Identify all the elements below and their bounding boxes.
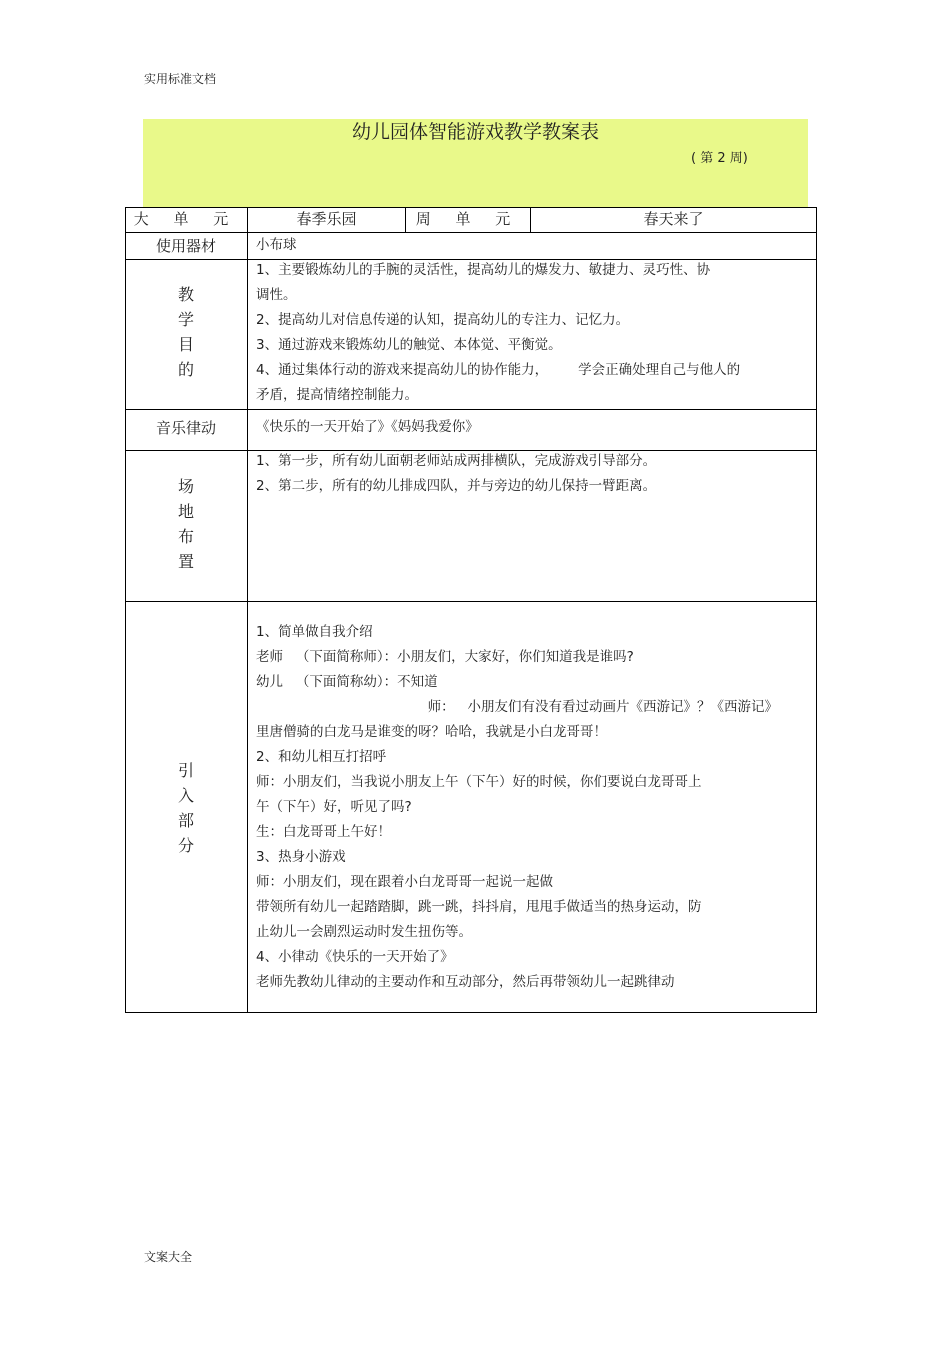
intro-line: 老师先教幼儿律动的主要动作和互动部分，然后再带领幼儿一起跳律动 bbox=[256, 974, 675, 990]
page-footer: 文案大全 bbox=[144, 1250, 193, 1264]
venue-text bbox=[256, 449, 656, 499]
goal-line: 2、提高幼儿对信息传递的认知，提高幼儿的专注力、记忆力。 bbox=[256, 312, 630, 328]
week-label: ( 第 2 周) bbox=[691, 151, 748, 166]
venue-label-char: 地 bbox=[177, 502, 194, 521]
goals-label-char: 目 bbox=[177, 335, 194, 354]
intro-label-char: 入 bbox=[177, 786, 194, 805]
intro-line: 生：白龙哥哥上午好！ bbox=[256, 824, 391, 840]
intro-line: 幼儿 （下面简称幼）：不知道 bbox=[256, 674, 438, 690]
venue-line: 1、第一步，所有幼儿面朝老师站成两排横队，完成游戏引导部分。 bbox=[256, 453, 657, 469]
big-unit-value: 春季乐园 bbox=[296, 210, 357, 228]
intro-line: 4、小律动《快乐的一天开始了》 bbox=[256, 949, 454, 965]
goals-label-char: 学 bbox=[177, 310, 194, 329]
intro-line: 2、和幼儿相互打招呼 bbox=[256, 749, 387, 765]
venue-label-char: 置 bbox=[177, 552, 194, 571]
intro-line: 师：小朋友们，当我说小朋友上午（下午）好的时候，你们要说白龙哥哥上 bbox=[256, 774, 702, 790]
title-banner bbox=[143, 119, 808, 207]
big-unit-label: 大 单 元 bbox=[133, 210, 239, 228]
document-title: 幼儿园体智能游戏教学教案表 bbox=[351, 121, 599, 143]
intro-line: 午（下午）好，听见了吗? bbox=[256, 799, 412, 815]
intro-line: 老师 （下面简称师）：小朋友们，大家好，你们知道我是谁吗? bbox=[256, 649, 634, 665]
goal-line: 4、通过集体行动的游戏来提高幼儿的协作能力， 学会正确处理自己与他人的 bbox=[256, 362, 741, 378]
intro-line: 3、热身小游戏 bbox=[256, 849, 346, 865]
music-label: 音乐律动 bbox=[155, 419, 216, 437]
intro-label-char: 分 bbox=[177, 836, 194, 855]
lesson-plan-table bbox=[125, 207, 817, 1013]
page-header: 实用标准文档 bbox=[144, 72, 217, 86]
intro-line: 带领所有幼儿一起踏踏脚，跳一跳，抖抖肩，甩甩手做适当的热身运动，防 bbox=[256, 899, 702, 915]
intro-line: 止幼儿一会剧烈运动时发生扭伤等。 bbox=[256, 924, 472, 940]
intro-line: 1、简单做自我介绍 bbox=[256, 624, 373, 640]
intro-label-char: 引 bbox=[177, 761, 194, 780]
goals-label-char: 教 bbox=[177, 285, 194, 304]
goals-label-char: 的 bbox=[177, 360, 194, 379]
goal-line: 调性。 bbox=[256, 287, 297, 303]
week-unit-label: 周 单 元 bbox=[415, 210, 521, 228]
music-value: 《快乐的一天开始了》《妈妈我爱你》 bbox=[256, 419, 479, 435]
goal-line: 1、主要锻炼幼儿的手腕的灵活性，提高幼儿的爆发力、敏捷力、灵巧性、协 bbox=[256, 262, 711, 278]
venue-label-char: 场 bbox=[177, 477, 194, 496]
venue-line: 2、第二步，所有的幼儿排成四队，并与旁边的幼儿保持一臂距离。 bbox=[256, 478, 657, 494]
intro-line: 师： 小朋友们有没有看过动画片《西游记》？《西游记》 bbox=[256, 699, 779, 715]
intro-line: 里唐僧骑的白龙马是谁变的呀？哈哈，我就是小白龙哥哥！ bbox=[256, 724, 607, 740]
week-unit-value: 春天来了 bbox=[643, 210, 704, 228]
equipment-label: 使用器材 bbox=[155, 237, 216, 255]
goals-text bbox=[256, 258, 740, 408]
equipment-value: 小布球 bbox=[256, 237, 297, 253]
intro-label-char: 部 bbox=[177, 811, 194, 830]
goal-line: 3、通过游戏来锻炼幼儿的触觉、本体觉、平衡觉。 bbox=[256, 337, 562, 353]
intro-text bbox=[256, 620, 778, 995]
goal-line: 矛盾，提高情绪控制能力。 bbox=[256, 387, 418, 403]
venue-label-char: 布 bbox=[177, 527, 194, 546]
intro-line: 师：小朋友们，现在跟着小白龙哥哥一起说一起做 bbox=[256, 874, 553, 890]
